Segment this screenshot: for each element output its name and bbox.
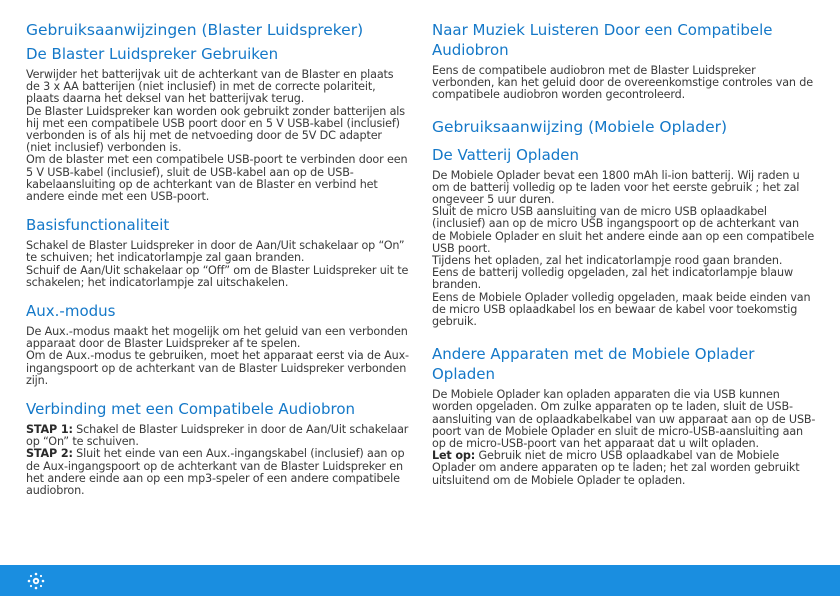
section-vatterij-opladen: [432, 170, 816, 329]
paragraph: Schuif de Aan/Uit schakelaar op “Off” om de Blaster Luidspreker uit te schakelen; het indicatorlampje zal uitschakelen.: [26, 263, 409, 289]
step-text: Schakel de Blaster Luidspreker in door de Aan/Uit schakelaar op “On” te schuiven.: [26, 423, 409, 449]
note-text: Gebruik niet de micro USB oplaadkabel van de Mobiele Oplader om andere apparaten op te laden; het zal worden gebruikt uitsluitend om de Mobiele Oplader te opladen.: [432, 449, 800, 487]
heading-verbinding: Verbinding met een Compatibele Audiobron: [26, 400, 356, 419]
step-label: STAP 1:: [26, 423, 73, 437]
paragraph: De Aux.-modus maakt het mogelijk om het geluid van een verbonden apparaat door de Blaster Luidspreker af te spelen.: [26, 325, 408, 351]
section-andere-apparaten: [432, 389, 816, 487]
heading-vatterij-opladen: De Vatterij Opladen: [432, 145, 580, 164]
step-text: Sluit het einde van een Aux.-ingangskabel (inclusief) aan op de Aux-ingangspoort op de achterkant van de Blaster Luidspreker en het andere einde aan op een mp3-speler of een andere compatibele audiobron.: [26, 447, 405, 498]
paragraph: Eens de Mobiele Oplader volledig opgeladen, maak beide einden van de micro USB oplaadkabel los en bewaar de kabel voor toekomstig gebruik.: [432, 290, 811, 329]
paragraph: Eens de compatibele audiobron met de Blaster Luidspreker verbonden, kan het geluid door de overeenkomstige controles van de compatibele audiobron worden gecontroleerd.: [432, 64, 813, 102]
footer-bar: [0, 565, 840, 596]
heading-andere-apparaten: Andere Apparaten met de Mobiele Oplader Opladen: [432, 345, 755, 384]
sun-gear-icon: [26, 571, 46, 591]
step-2: [26, 448, 410, 497]
paragraph: Om de Aux.-modus te gebruiken, moet het apparaat eerst via de Aux-ingangspoort op de achterkant van de Blaster Luidspreker verbonden zijn.: [26, 349, 409, 387]
page-title-blaster: Gebruiksaanwijzingen (Blaster Luidspreker): [26, 21, 364, 39]
paragraph: Om de blaster met een compatibele USB-poort te verbinden door een 5 V USB-kabel (inclusief), sluit de USB-kabel aan op de USB-kabelaansluiting op de achterkant van de Blaster en verbind het andere einde met een USB-poort.: [26, 153, 408, 204]
step-label: STAP 2:: [26, 447, 73, 461]
paragraph: De Mobiele Oplader bevat een 1800 mAh li-ion batterij. Wij raden u om de batterij volledig op te laden voor het eerste gebruik ; het zal ongeveer 5 uur duren.: [432, 168, 800, 207]
paragraph: Sluit de micro USB aansluiting van de micro USB oplaadkabel (inclusief) aan op de micro USB ingangspoort op de achterkant van de Mobiele Oplader en sluit het andere einde aan op een compatibele USB poort.: [432, 205, 815, 255]
heading-muziek-luisteren: Naar Muziek Luisteren Door een Compatibele Audiobron: [432, 21, 773, 59]
heading-blaster-gebruiken: De Blaster Luidspreker Gebruiken: [26, 45, 279, 63]
heading-basisfunctionaliteit: Basisfunctionaliteit: [26, 216, 170, 235]
note-label: Let op:: [432, 449, 476, 463]
paragraph: Eens de batterij volledig opgeladen, zal het indicatorlampje blauw branden.: [432, 266, 793, 292]
paragraph: Schakel de Blaster Luidspreker in door de Aan/Uit schakelaar op “On” te schuiven; het indicatorlampje zal gaan branden.: [26, 239, 405, 265]
note: [432, 450, 816, 487]
heading-aux-modus: Aux.-modus: [26, 302, 116, 321]
paragraph: Verwijder het batterijvak uit de achterkant van de Blaster en plaats de 3 x AA batterijen (niet inclusief) in met de correcte polariteit, plaats daarna het deksel van het batterijvak terug.: [26, 68, 394, 106]
section-muziek-luisteren: [432, 65, 816, 102]
section-basisfunctionaliteit: [26, 240, 410, 289]
paragraph: De Mobiele Oplader kan opladen apparaten die via USB kunnen worden opgeladen. Om zulke apparaten op te laden, sluit de USB-aansluiting van de oplaadkabelkabel van uw apparaat aan op de USB-poort van de Mobiele Oplader en sluit de micro-USB-aansluiting aan op de micro-USB-poort van het apparaat dat u wilt opladen.: [432, 388, 816, 451]
paragraph: Tijdens het opladen, zal het indicatorlampje rood gaan branden.: [432, 254, 783, 268]
page-title-oplader: Gebruiksaanwijzing (Mobiele Oplader): [432, 117, 728, 136]
step-1: [26, 424, 410, 448]
section-aux-modus: [26, 326, 410, 387]
section-blaster-gebruiken: [26, 69, 410, 203]
paragraph: De Blaster Luidspreker kan worden ook gebruikt zonder batterijen als hij met een compatibele USB poort door en 5 V USB-kabel (inclusief) verbonden is of als hij met de netvoeding door de 5V DC adapter (niet inclusief) verbonden is.: [26, 104, 405, 155]
left-column: [26, 20, 410, 497]
right-column: [432, 20, 816, 487]
section-verbinding: [26, 424, 410, 497]
